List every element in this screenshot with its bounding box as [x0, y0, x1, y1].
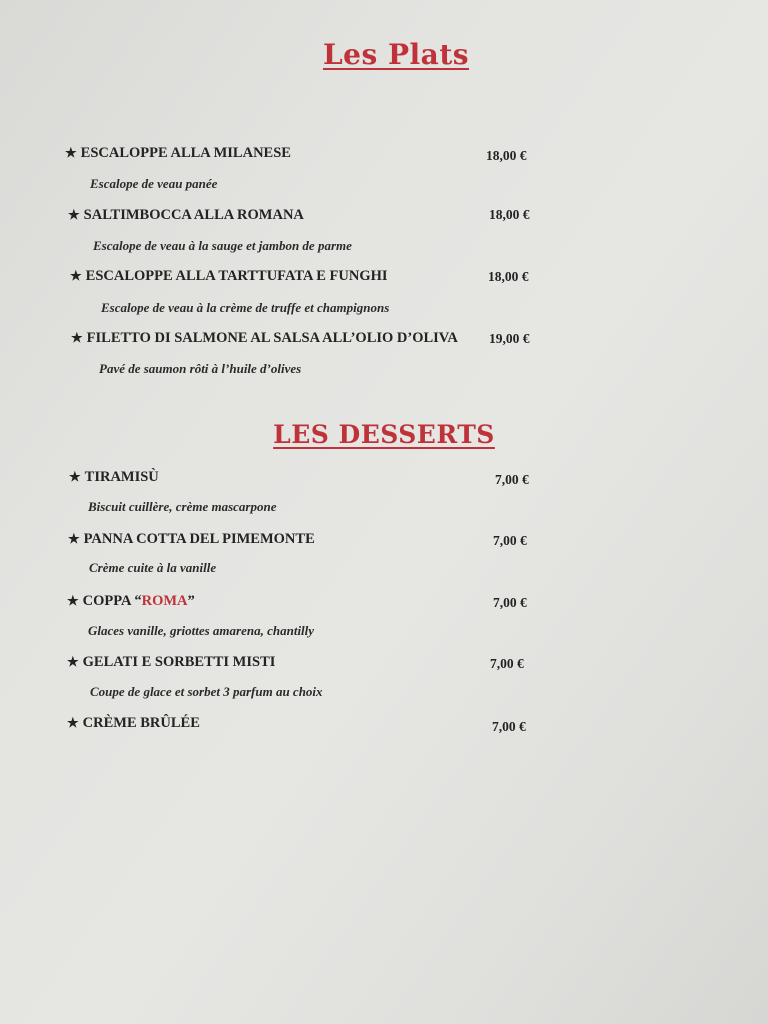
- star-icon: ★: [67, 715, 79, 730]
- menu-item: [0, 465, 768, 525]
- star-icon: ★: [70, 268, 82, 283]
- menu-item: [0, 327, 768, 387]
- roma-highlight: ROMA: [141, 593, 188, 609]
- star-icon: ★: [68, 531, 80, 546]
- item-price: 7,00 €: [495, 472, 529, 487]
- menu-item: [0, 589, 768, 649]
- item-name: ★ ESCALOPPE ALLA MILANESE: [65, 145, 291, 161]
- item-name: ★ ESCALOPPE ALLA TARTTUFATA E FUNGHI: [70, 268, 388, 284]
- star-icon: ★: [67, 654, 79, 669]
- star-icon: ★: [69, 469, 81, 484]
- section-title-plats: Les Plats: [322, 38, 470, 71]
- item-description: Biscuit cuillère, crème mascarpone: [88, 499, 277, 514]
- menu-item: [0, 650, 768, 710]
- item-description: Coupe de glace et sorbet 3 parfum au choix: [90, 684, 323, 699]
- item-name: ★ SALTIMBOCCA ALLA ROMANA: [68, 207, 304, 223]
- section-title-desserts: LES DESSERTS: [273, 420, 495, 449]
- star-icon: ★: [68, 207, 80, 222]
- item-name: ★ CRÈME BRÛLÉE: [67, 715, 200, 731]
- star-icon: ★: [71, 330, 83, 345]
- menu-item: [0, 527, 768, 587]
- item-description: Glaces vanille, griottes amarena, chantilly: [88, 623, 315, 638]
- item-description: Escalope de veau à la crème de truffe et champignons: [101, 300, 390, 315]
- item-description: Pavé de saumon rôti à l’huile d’olives: [99, 361, 302, 376]
- menu-item: [0, 265, 768, 325]
- menu-item: [0, 203, 768, 263]
- item-name: ★ TIRAMISÙ: [69, 469, 159, 485]
- item-name: ★ FILETTO DI SALMONE AL SALSA ALL’OLIO D’OLIVA: [71, 330, 458, 346]
- item-price: 18,00 €: [486, 148, 527, 163]
- star-icon: ★: [67, 593, 79, 608]
- item-price: 7,00 €: [493, 533, 527, 548]
- item-description: Escalope de veau panée: [90, 176, 218, 191]
- item-name: ★ PANNA COTTA DEL PIMEMONTE: [68, 531, 315, 547]
- item-price: 18,00 €: [488, 269, 529, 284]
- menu-item: [0, 141, 768, 201]
- item-description: Escalope de veau à la sauge et jambon de parme: [93, 238, 352, 253]
- item-price: 7,00 €: [490, 656, 524, 671]
- menu-item: [0, 711, 768, 771]
- item-description: Crème cuite à la vanille: [89, 560, 217, 575]
- star-icon: ★: [65, 145, 77, 160]
- item-price: 7,00 €: [492, 719, 526, 734]
- item-name: ★ GELATI E SORBETTI MISTI: [67, 654, 276, 670]
- item-price: 19,00 €: [489, 331, 530, 346]
- item-name: ★ COPPA “ROMA”: [67, 593, 195, 609]
- item-price: 7,00 €: [493, 595, 527, 610]
- item-price: 18,00 €: [489, 207, 530, 222]
